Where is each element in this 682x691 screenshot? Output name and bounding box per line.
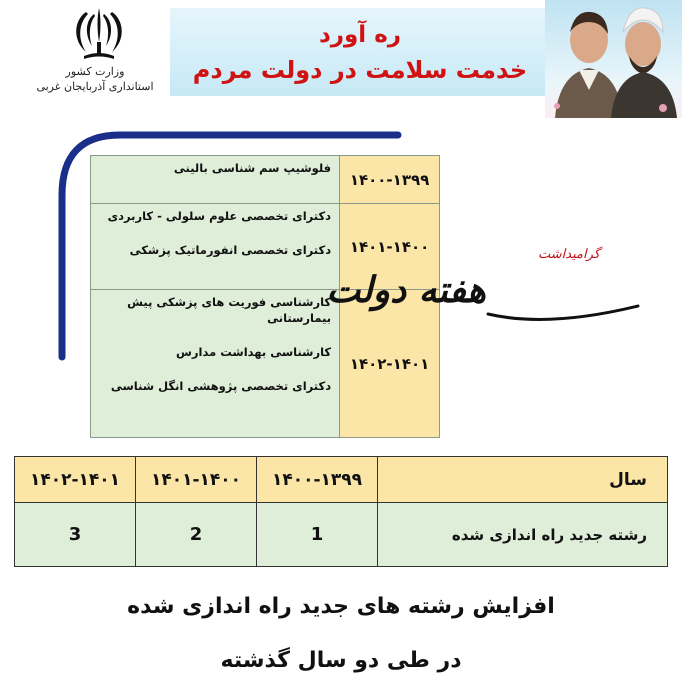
program-name: دکترای تخصصی پژوهشی انگل شناسی xyxy=(110,379,332,393)
programs-cell xyxy=(91,156,340,204)
program-name: فلوشیپ سم شناسی بالینی xyxy=(173,161,332,175)
years-cell: ۱۴۰۱-۱۴۰۰ xyxy=(340,204,440,290)
table-row xyxy=(91,290,440,438)
title-banner xyxy=(170,8,550,96)
martyrs-portraits xyxy=(545,0,682,118)
table-row xyxy=(15,503,668,567)
count-cell: 1 xyxy=(257,503,378,567)
caption-line-2: در طی دو سال گذشته xyxy=(220,648,462,673)
logo-main-text: هفته دولت xyxy=(326,269,486,311)
program-name: دکترای تخصصی علوم سلولی - کاربردی xyxy=(107,209,332,223)
programs-cell xyxy=(91,204,340,290)
governorate-name: استانداری آذربایجان غربی xyxy=(36,80,154,93)
year-label-cell: سال xyxy=(378,457,668,503)
programs-cell xyxy=(91,290,340,438)
table-header-row xyxy=(15,457,668,503)
logo-small-text: گرامیداشت xyxy=(538,247,600,262)
row-label-cell: رشته جدید راه اندازی شده xyxy=(378,503,668,567)
summary-table xyxy=(14,456,668,567)
banner-title: ره آورد xyxy=(318,22,402,48)
portraits-illustration xyxy=(545,0,682,118)
table-row xyxy=(91,156,440,204)
years-cell: ۱۴۰۲-۱۴۰۱ xyxy=(340,290,440,438)
caption-line-1: افزایش رشته های جدید راه اندازی شده xyxy=(127,594,555,619)
banner-subtitle: خدمت سلامت در دولت مردم xyxy=(192,56,528,84)
years-cell: ۱۴۰۰-۱۳۹۹ xyxy=(340,156,440,204)
program-name: کارشناسی فوریت های پزشکی پیش بیمارستانی xyxy=(127,295,332,325)
count-cell: 2 xyxy=(136,503,257,567)
program-name: کارشناسی بهداشت مدارس xyxy=(176,345,332,359)
program-name: دکترای تخصصی انفورماتیک پزشکی xyxy=(129,243,332,257)
ministry-caption xyxy=(30,64,160,94)
year-header-cell: ۱۴۰۱-۱۴۰۰ xyxy=(136,457,257,503)
year-header-cell: ۱۴۰۲-۱۴۰۱ xyxy=(15,457,136,503)
iran-emblem-icon xyxy=(64,4,134,66)
count-cell: 3 xyxy=(15,503,136,567)
ministry-name: وزارت کشور xyxy=(65,65,125,78)
year-header-cell: ۱۴۰۰-۱۳۹۹ xyxy=(257,457,378,503)
